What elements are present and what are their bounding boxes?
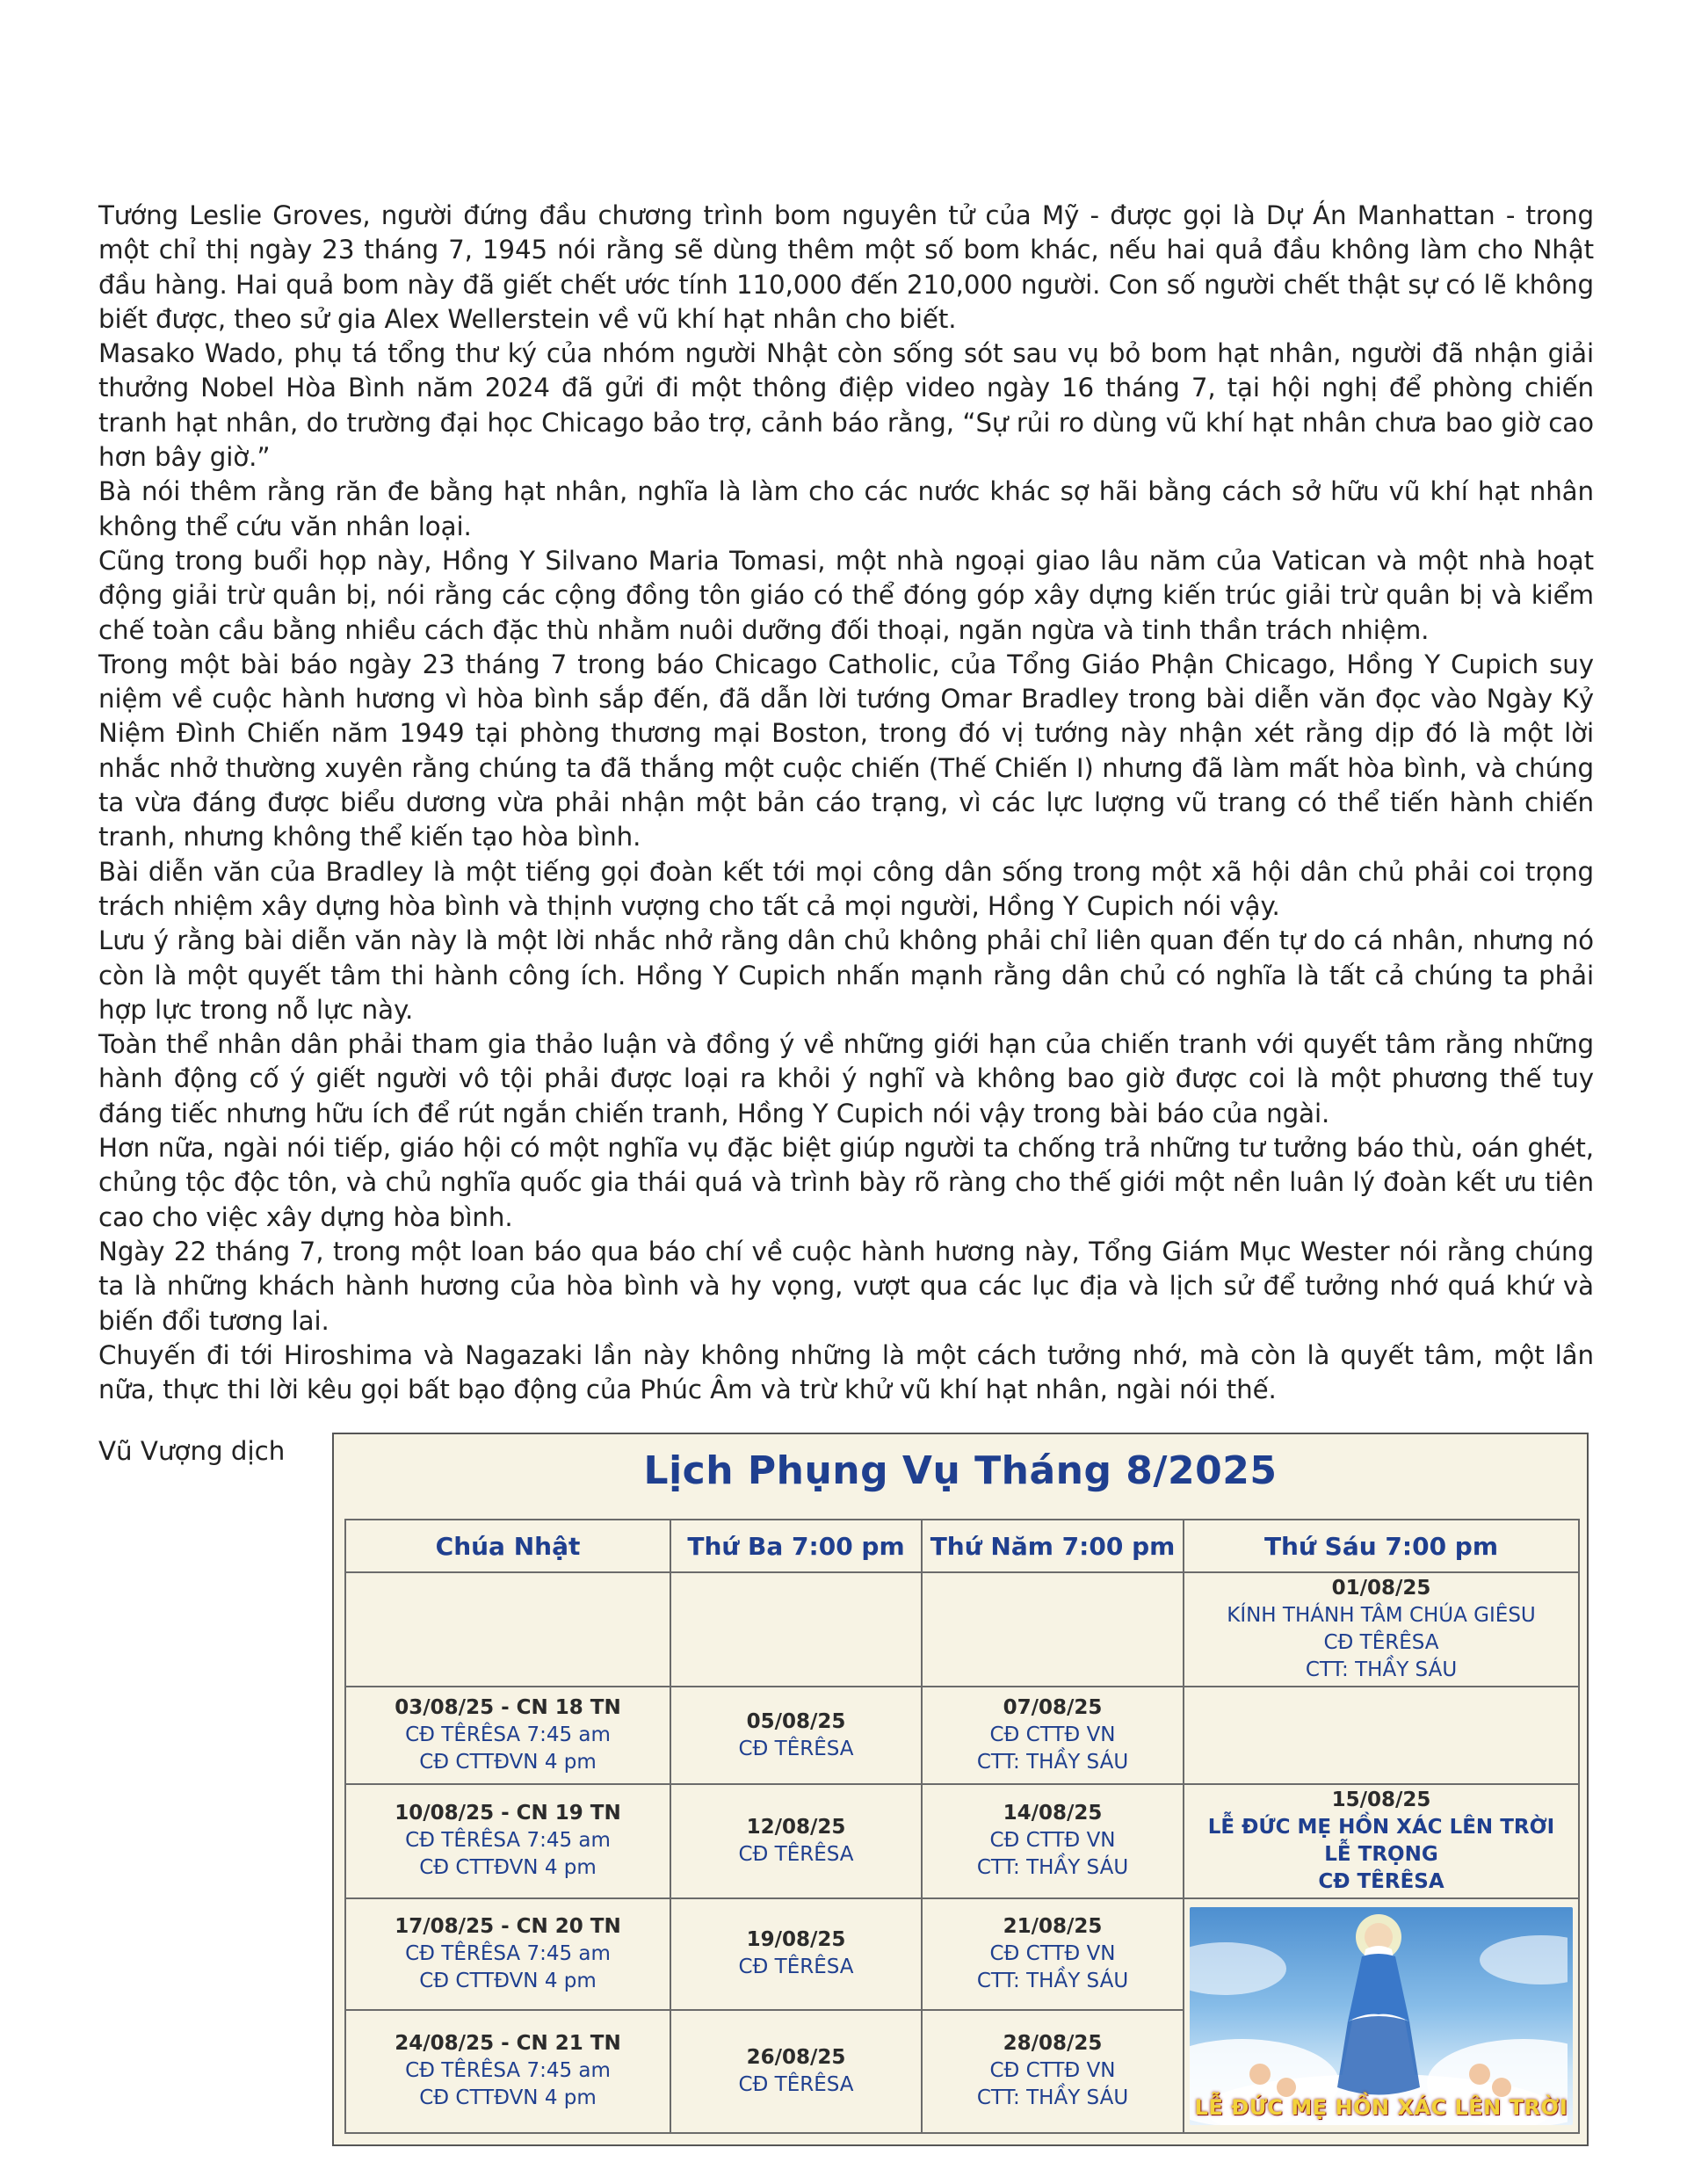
calendar-row (345, 1687, 1579, 1783)
assumption-image (1190, 1907, 1573, 2125)
cell-date: 15/08/25 (1331, 1788, 1431, 1811)
cell-date: 03/08/25 - CN 18 TN (395, 1696, 621, 1720)
article-paragraph: Masako Wado, phụ tá tổng thư ký của nhóm người Nhật còn sống sót sau vụ bỏ bom hạt nhân, người đã nhận giải thưởng Nobel Hòa Bình năm 2024 đã gửi đi một thông điệp video ngày 16 tháng 7, tại hội nghị để phòng chiến tranh hạt nhân, do trường đại học Chicago bảo trợ, cảnh báo rằng, “Sự rủi ro dùng vũ khí hạt nhân chưa bao giờ cao hơn bây giờ.” (98, 338, 1594, 473)
cell-tuesday (670, 2010, 922, 2133)
cell-line: CTT: THẦY SÁU (976, 2086, 1129, 2110)
cell-thursday (922, 1687, 1184, 1783)
cell-line: LỄ TRỌNG (1324, 1842, 1438, 1866)
article-paragraph: Ngày 22 tháng 7, trong một loan báo qua báo chí về cuộc hành hương này, Tổng Giám Mục Wester nói rằng chúng ta là những khách hành hương của hòa bình và hy vọng, vượt qua các lục địa và lịch sử để tưởng nhớ quá khứ và biến đổi tương lai. (98, 1236, 1594, 1336)
calendar-header-row (345, 1520, 1579, 1572)
cell-thursday (922, 1572, 1184, 1687)
article-paragraph: Tướng Leslie Groves, người đứng đầu chương trình bom nguyên tử của Mỹ - được gọi là Dự Án Manhattan - trong một chỉ thị ngày 23 tháng 7, 1945 nói rằng sẽ dùng thêm một số bom khác, nếu hai quả đầu không làm cho Nhật đầu hàng. Hai quả bom này đã giết chết ước tính 110,000 đến 210,000 người. Con số người chết thật sự có lẽ không biết được, theo sử gia Alex Wellerstein về vũ khí hạt nhân cho biết. (98, 200, 1594, 334)
article-paragraph: Hơn nữa, ngài nói tiếp, giáo hội có một nghĩa vụ đặc biệt giúp người ta chống trả những tư tưởng báo thù, oán ghét, chủng tộc độc tôn, và chủ nghĩa quốc gia thái quá và trình bày rõ ràng cho thế giới một nền luân lý đoàn kết ưu tiên cao cho việc xây dựng hòa bình. (98, 1133, 1594, 1232)
calendar-row (345, 1784, 1579, 1898)
cell-thursday (922, 2010, 1184, 2133)
cell-sunday (345, 2010, 670, 2133)
cell-line: CĐ CTTĐVN 4 pm (419, 1751, 597, 1774)
cell-line: CTT: THẦY SÁU (976, 1751, 1129, 1774)
cell-friday-image (1184, 1898, 1579, 2133)
liturgy-calendar (332, 1433, 1589, 2146)
cell-line: CĐ TÊRÊSA 7:45 am (405, 1829, 611, 1853)
cell-date: 14/08/25 (1003, 1802, 1103, 1825)
cell-date: 17/08/25 - CN 20 TN (395, 1914, 621, 1938)
cell-tuesday (670, 1784, 922, 1898)
cell-date: 01/08/25 (1331, 1577, 1431, 1600)
cell-sunday (345, 1898, 670, 2009)
cell-line: CĐ TÊRÊSA (738, 2072, 854, 2096)
header-thursday: Thứ Năm 7:00 pm (922, 1520, 1184, 1572)
cell-line: CĐ TÊRÊSA (738, 1955, 854, 1979)
cell-line: CĐ CTTĐ VN (989, 1829, 1116, 1853)
cell-thursday (922, 1898, 1184, 2009)
cell-line: CĐ TÊRÊSA (738, 1737, 854, 1760)
cell-date: 07/08/25 (1003, 1696, 1103, 1720)
cell-tuesday (670, 1898, 922, 2009)
cell-line: CĐ CTTĐVN 4 pm (419, 1856, 597, 1880)
article-paragraph: Trong một bài báo ngày 23 tháng 7 trong báo Chicago Catholic, của Tổng Giáo Phận Chicago, Hồng Y Cupich suy niệm về cuộc hành hương vì hòa bình sắp đến, đã dẫn lời tướng Omar Bradley trong bài diễn văn đọc vào Ngày Kỷ Niệm Đình Chiến năm 1949 tại phòng thương mại Boston, trong đó vị tướng này nhận xét rằng dịp đó là một lời nhắc nhở thường xuyên rằng chúng ta đã thắng một cuộc chiến (Thế Chiến I) nhưng đã làm mất hòa bình, và chúng ta vừa đáng được biểu dương vừa phải nhận một bản cáo trạng, vì các lực lượng vũ trang có thể tiến hành chiến tranh, nhưng không thể kiến tạo hòa bình. (98, 649, 1594, 853)
cell-tuesday (670, 1687, 922, 1783)
calendar-row (345, 1898, 1579, 2009)
cell-date: 12/08/25 (746, 1815, 846, 1839)
cell-date: 10/08/25 - CN 19 TN (395, 1802, 621, 1825)
header-sunday: Chúa Nhật (345, 1520, 670, 1572)
cell-line: CĐ TÊRÊSA (1323, 1631, 1439, 1655)
cell-line: CĐ CTTĐ VN (989, 2059, 1116, 2083)
cell-line: CTT: THẦY SÁU (976, 1969, 1129, 1992)
cell-sunday (345, 1784, 670, 1898)
cell-line: CTT: THẦY SÁU (976, 1856, 1129, 1880)
cell-sunday (345, 1572, 670, 1687)
cell-line: CĐ TÊRÊSA 7:45 am (405, 1941, 611, 1965)
cell-line: KÍNH THÁNH TÂM CHÚA GIÊSU (1227, 1604, 1536, 1628)
article-paragraph: Cũng trong buổi họp này, Hồng Y Silvano Maria Tomasi, một nhà ngoại giao lâu năm của Vatican và một nhà hoạt động giải trừ quân bị, nói rằng các cộng đồng tôn giáo có thể đóng góp xây dựng kiến trúc giải trừ quân bị và kiểm chế toàn cầu bằng nhiều cách đặc thù nhằm nuôi dưỡng đối thoại, ngăn ngừa và tinh thần trách nhiệm. (98, 545, 1594, 645)
calendar-table (344, 1519, 1580, 2134)
cell-date: 05/08/25 (746, 1709, 846, 1733)
article-paragraph: Chuyến đi tới Hiroshima và Nagazaki lần này không những là một cách tưởng nhớ, mà còn là quyết tâm, một lần nữa, thực thi lời kêu gọi bất bạo động của Phúc Âm và trừ khử vũ khí hạt nhân, ngài nói thế. (98, 1339, 1594, 1405)
cell-line: CĐ CTTĐVN 4 pm (419, 2086, 597, 2110)
cell-line: CTT: THẦY SÁU (1305, 1658, 1458, 1682)
cell-line: CĐ TÊRÊSA (738, 1842, 854, 1866)
cell-thursday (922, 1784, 1184, 1898)
cell-date: 24/08/25 - CN 21 TN (395, 2032, 621, 2056)
header-tuesday: Thứ Ba 7:00 pm (670, 1520, 922, 1572)
cell-line: CĐ TÊRÊSA 7:45 am (405, 2059, 611, 2083)
calendar-title: Lịch Phụng Vụ Tháng 8/2025 (643, 1448, 1278, 1493)
assumption-illustration (1190, 1907, 1568, 2125)
cell-date: 28/08/25 (1003, 2032, 1103, 2056)
cell-line: CĐ CTTĐ VN (989, 1723, 1116, 1747)
image-caption: LỄ ĐỨC MẸ HỒN XÁC LÊN TRỜI (1194, 2094, 1568, 2120)
cell-date: 21/08/25 (1003, 1914, 1103, 1938)
cell-line: CĐ TÊRÊSA (1318, 1869, 1444, 1893)
cell-tuesday (670, 1572, 922, 1687)
article-paragraph: Toàn thể nhân dân phải tham gia thảo luận và đồng ý về những giới hạn của chiến tranh với quyết tâm rằng những hành động cố ý giết người vô tội phải được loại ra khỏi ý nghĩ và không bao giờ được coi là một phương thế tuy đáng tiếc nhưng hữu ích để rút ngắn chiến tranh, Hồng Y Cupich nói vậy trong bài báo của ngài. (98, 1029, 1594, 1128)
cell-friday (1184, 1784, 1579, 1898)
cell-sunday (345, 1687, 670, 1783)
article-paragraph: Bài diễn văn của Bradley là một tiếng gọi đoàn kết tới mọi công dân sống trong một xã hội dân chủ phải coi trọng trách nhiệm xây dựng hòa bình và thịnh vượng cho tất cả mọi người, Hồng Y Cupich nói vậy. (98, 856, 1594, 921)
article-paragraph: Lưu ý rằng bài diễn văn này là một lời nhắc nhở rằng dân chủ không phải chỉ liên quan đến tự do cá nhân, nhưng nó còn là một quyết tâm thi hành công ích. Hồng Y Cupich nhấn mạnh rằng dân chủ có nghĩa là tất cả chúng ta phải hợp lực trong nỗ lực này. (98, 925, 1594, 1025)
cell-line: CĐ CTTĐ VN (989, 1941, 1116, 1965)
article-body (98, 199, 1594, 1407)
cell-date: 19/08/25 (746, 1928, 846, 1952)
cell-line: LỄ ĐỨC MẸ HỒN XÁC LÊN TRỜI (1207, 1815, 1555, 1839)
header-friday: Thứ Sáu 7:00 pm (1184, 1520, 1579, 1572)
cell-line: CĐ CTTĐVN 4 pm (419, 1969, 597, 1992)
cell-friday (1184, 1687, 1579, 1783)
cell-line: CĐ TÊRÊSA 7:45 am (405, 1723, 611, 1747)
cell-friday (1184, 1572, 1579, 1687)
article-paragraph: Bà nói thêm rằng răn đe bằng hạt nhân, nghĩa là làm cho các nước khác sợ hãi bằng cách sở hữu vũ khí hạt nhân không thể cứu văn nhân loại. (98, 476, 1594, 541)
calendar-row (345, 1572, 1579, 1687)
translator-credit: Vũ Vượng dịch (98, 1436, 286, 1466)
cell-date: 26/08/25 (746, 2045, 846, 2069)
